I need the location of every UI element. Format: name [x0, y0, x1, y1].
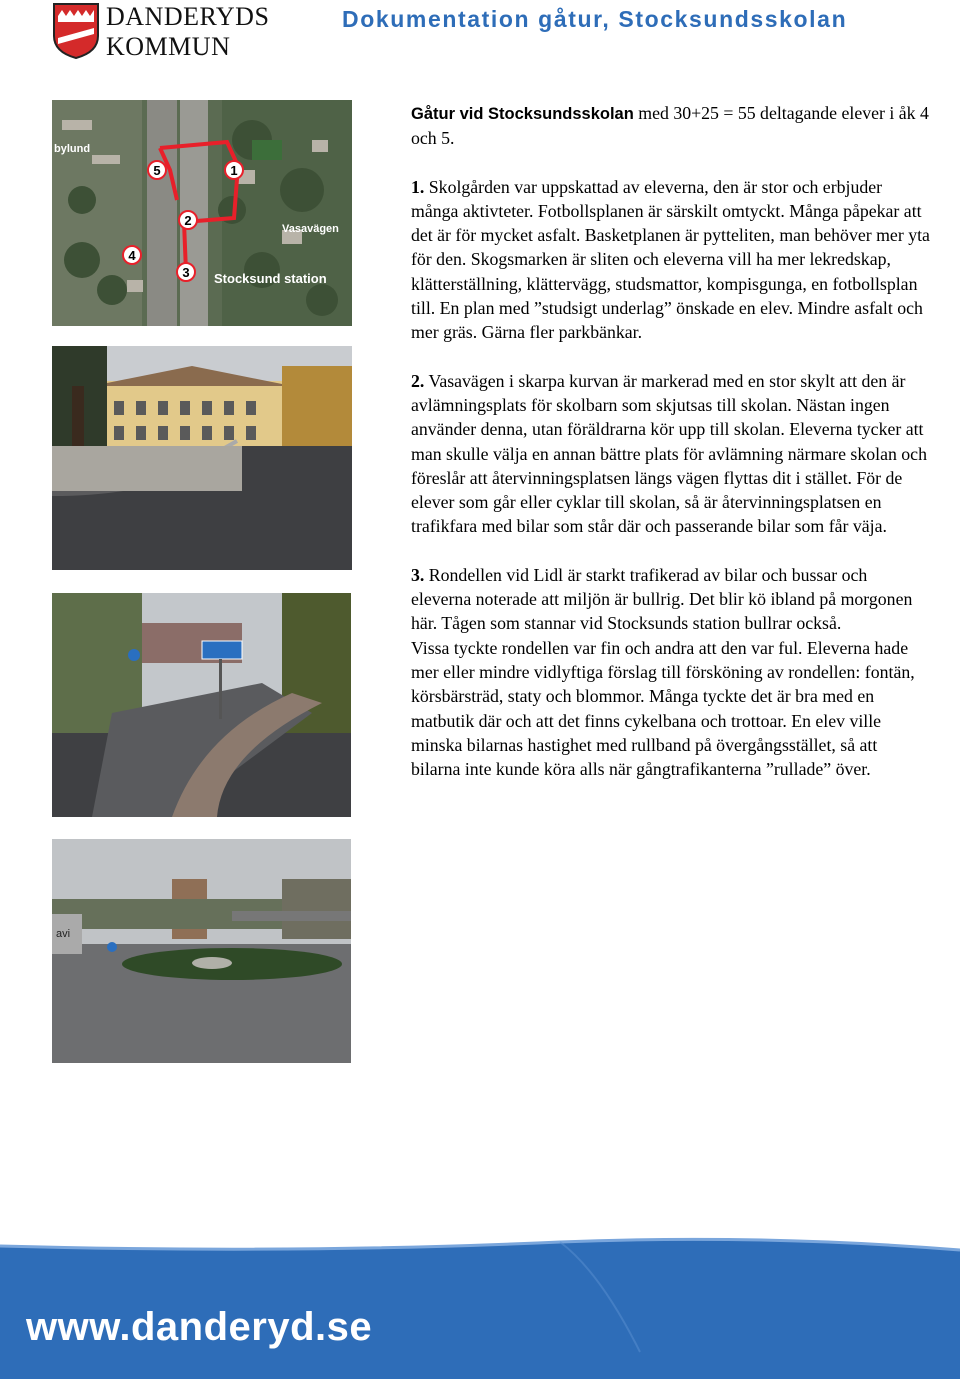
map-marker-5: 5 — [153, 163, 161, 178]
logo-line-2: KOMMUN — [106, 32, 231, 61]
map-marker-3: 3 — [182, 265, 190, 280]
body-text — [411, 101, 931, 805]
section-3-text: Rondellen vid Lidl är starkt trafikerad av bilar och bussar och eleverna noterade att miljön är bullrig. Det blir kö ibland på morgonen här. Tågen som stannar vid Stocksunds station bullrar också. — [411, 564, 913, 634]
section-2-text: Vasavägen i skarpa kurvan är markerad med en stor skylt att den är avlämningsplats för skolbarn som skjutsas till skolan. Nästan ingen använder denna, utan föräldrarna kör upp till skolan. Eleverna tycker att man skulle välja en annan bättre plats för avlämning närmare skolan och föreslår att återvinningsplatsen längs vägen flyttas dit i stället. För de elever som går eller cyklar till skolan, så är återvinningsplatsen en trafikfara med bilar som står där och passerande bilar som får väja. — [411, 370, 927, 537]
section-3-number: 3. — [411, 564, 425, 585]
section-1-number: 1. — [411, 176, 425, 197]
map-marker-4: 4 — [128, 248, 136, 263]
intro-rest: med 30+25 = 55 deltagande elever i åk 4 och 5. — [411, 103, 929, 149]
document-title: Dokumentation gåtur, Stocksundsskolan — [342, 6, 848, 32]
section-3-paragraph — [411, 563, 931, 636]
roundabout-sign-text: avi — [56, 928, 71, 940]
vasavagen-sign-photo — [52, 593, 351, 817]
map-label-station: Stocksund station — [214, 271, 327, 286]
aerial-map-image — [52, 100, 352, 326]
map-marker-1: 1 — [230, 163, 238, 178]
map-label-bylund: bylund — [54, 143, 91, 155]
footer-banner — [0, 1232, 960, 1379]
coat-of-arms-icon — [52, 2, 100, 60]
intro-paragraph — [411, 101, 931, 151]
danderyd-logo — [52, 2, 312, 62]
section-2-number: 2. — [411, 370, 425, 391]
map-marker-2: 2 — [184, 213, 192, 228]
intro-lead: Gåtur vid Stocksundsskolan — [411, 105, 634, 123]
section-1-paragraph — [411, 175, 931, 345]
logo-line-1: DANDERYDS — [106, 2, 270, 31]
footer-url[interactable]: www.danderyd.se — [26, 1305, 373, 1349]
section-3-extra: Vissa tyckte rondellen var fin och andra att den var ful. Eleverna hade mer eller mindre vidlyftiga förslag till försköning av rondellen: fontän, körsbärsträd, staty och blommor. Många tyckte det är bra med en matbutik där och att det finns cykelbana och trottoar. En elev ville minska bilarnas hastighet med rullband på övergångsstället, så att bilarna inte kunde köra alls när gångtrafikanterna ”rullade” över. — [411, 637, 915, 780]
roundabout-photo — [52, 839, 351, 1063]
schoolyard-photo — [52, 346, 352, 570]
map-label-vasavagen: Vasavägen — [282, 223, 339, 235]
section-1-text: Skolgården var uppskattad av eleverna, den är stor och erbjuder många aktivteter. Fotbollsplanen är särskilt omtyckt. Många påpekar att det är för mycket asfalt. Basketplanen är pytteliten, man behöver mer yta för den. Skogsmarken är sliten och eleverna vill ha mer lekredskap, klätterställning, klättervägg, studsmattor, kompisgunga, en fotbollsplan till. En plan med ”studsigt underlag” önskade en elev. Mindre asfalt och mer gräs. Gärna fler parkbänkar. — [411, 176, 930, 343]
section-2-paragraph — [411, 369, 931, 539]
